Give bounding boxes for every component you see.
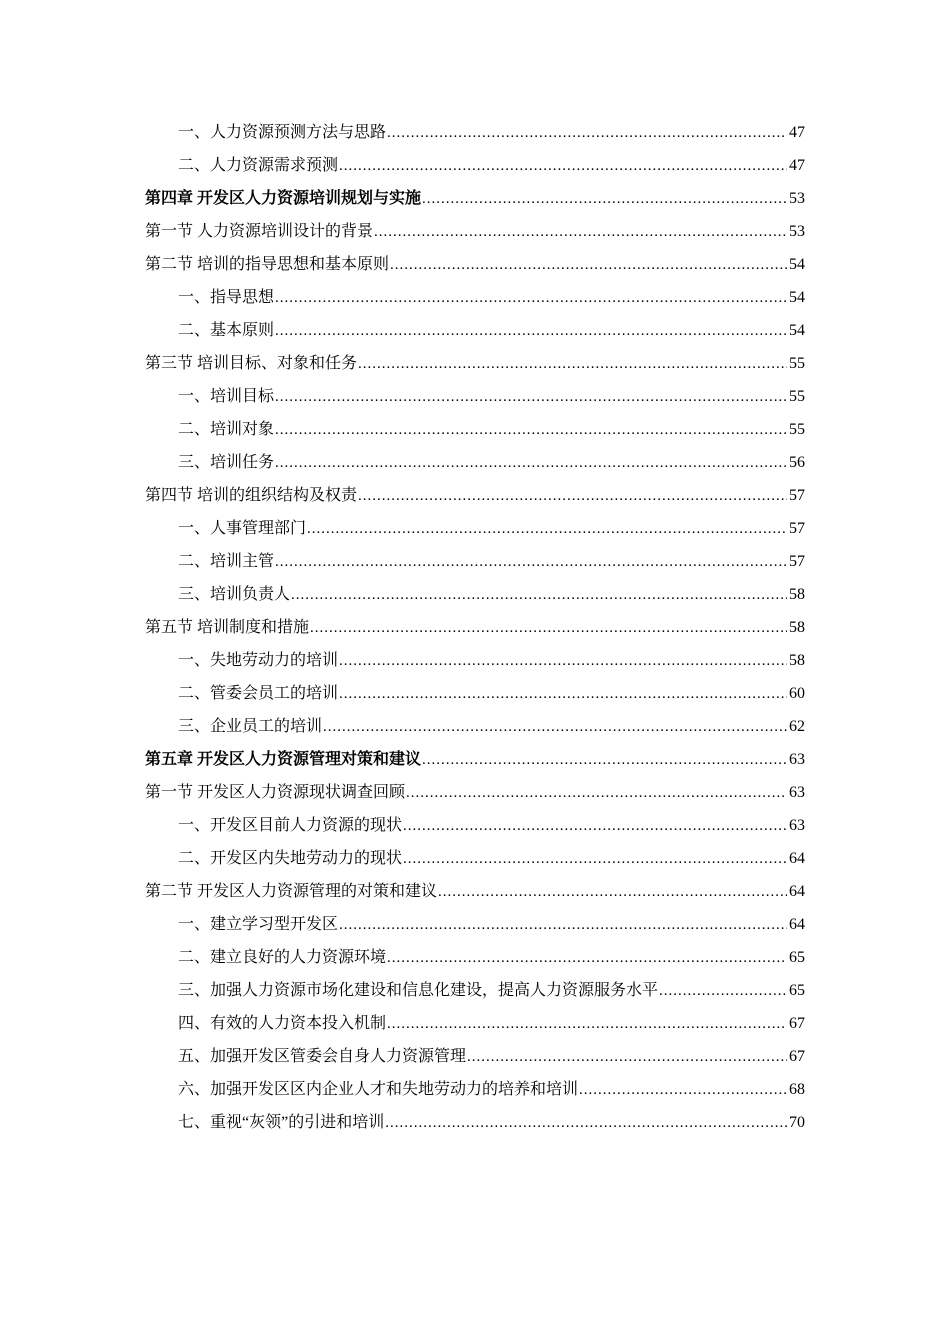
toc-entry[interactable] bbox=[145, 545, 805, 578]
toc-entry-label: 三、培训任务 bbox=[178, 454, 275, 471]
toc-entry[interactable] bbox=[145, 743, 805, 776]
toc-leader-dots bbox=[274, 446, 787, 480]
toc-entry[interactable] bbox=[145, 248, 805, 281]
toc-entry-label: 第三节 培训目标、对象和任务 bbox=[145, 355, 358, 372]
toc-leader-dots bbox=[437, 875, 787, 909]
toc-entry-label: 二、建立良好的人力资源环境 bbox=[178, 949, 387, 966]
toc-leader-dots bbox=[384, 1106, 787, 1140]
toc-entry[interactable] bbox=[145, 710, 805, 743]
toc-entry-label: 第五章 开发区人力资源管理对策和建议 bbox=[145, 751, 422, 768]
toc-entry-page: 54 bbox=[789, 322, 805, 339]
toc-entry-page: 58 bbox=[789, 619, 805, 636]
toc-entry-page: 58 bbox=[789, 586, 805, 603]
toc-entry-label: 一、开发区目前人力资源的现状 bbox=[178, 817, 403, 834]
toc-entry[interactable] bbox=[145, 347, 805, 380]
toc-entry-page: 63 bbox=[789, 817, 805, 834]
toc-entry-label: 一、失地劳动力的培训 bbox=[178, 652, 339, 669]
toc-leader-dots bbox=[274, 281, 787, 315]
toc-entry[interactable] bbox=[145, 1106, 805, 1139]
toc-entry-page: 62 bbox=[789, 718, 805, 735]
toc-entry[interactable] bbox=[145, 776, 805, 809]
toc-entry-page: 65 bbox=[789, 949, 805, 966]
toc-entry-label: 七、重视“灰领”的引进和培训 bbox=[178, 1114, 385, 1131]
toc-entry[interactable] bbox=[145, 446, 805, 479]
toc-entry-label: 第二节 开发区人力资源管理的对策和建议 bbox=[145, 883, 438, 900]
toc-entry-page: 53 bbox=[789, 190, 805, 207]
toc-entry-label: 第一节 人力资源培训设计的背景 bbox=[145, 223, 374, 240]
toc-entry-label: 三、培训负责人 bbox=[178, 586, 291, 603]
toc-entry-page: 55 bbox=[789, 355, 805, 372]
toc-entry[interactable] bbox=[145, 1073, 805, 1106]
toc-leader-dots bbox=[290, 578, 787, 612]
toc-entry-page: 64 bbox=[789, 916, 805, 933]
toc-leader-dots bbox=[357, 479, 787, 513]
toc-leader-dots bbox=[421, 182, 787, 216]
toc-entry-label: 第五节 培训制度和措施 bbox=[145, 619, 310, 636]
toc-leader-dots bbox=[402, 809, 787, 843]
toc-entry-page: 64 bbox=[789, 883, 805, 900]
toc-entry-label: 二、开发区内失地劳动力的现状 bbox=[178, 850, 403, 867]
toc-entry-label: 第四节 培训的组织结构及权责 bbox=[145, 487, 358, 504]
toc-entry-label: 二、基本原则 bbox=[178, 322, 275, 339]
toc-leader-dots bbox=[357, 347, 787, 381]
toc-entry[interactable] bbox=[145, 1007, 805, 1040]
toc-entry[interactable] bbox=[145, 809, 805, 842]
toc-entry-page: 60 bbox=[789, 685, 805, 702]
toc-leader-dots bbox=[578, 1073, 787, 1107]
toc-entry-label: 二、培训对象 bbox=[178, 421, 275, 438]
toc-leader-dots bbox=[386, 1007, 787, 1041]
toc-entry[interactable] bbox=[145, 479, 805, 512]
toc-entry-label: 一、培训目标 bbox=[178, 388, 275, 405]
toc-entry-page: 47 bbox=[789, 124, 805, 141]
toc-entry-label: 一、建立学习型开发区 bbox=[178, 916, 339, 933]
toc-entry-page: 55 bbox=[789, 388, 805, 405]
toc-entry[interactable] bbox=[145, 116, 805, 149]
toc-entry[interactable] bbox=[145, 842, 805, 875]
toc-entry-label: 三、加强人力资源市场化建设和信息化建设，提高人力资源服务水平 bbox=[178, 982, 659, 999]
toc-entry-page: 57 bbox=[789, 553, 805, 570]
toc-entry-label: 一、人事管理部门 bbox=[178, 520, 307, 537]
toc-entry-page: 53 bbox=[789, 223, 805, 240]
toc-entry[interactable] bbox=[145, 182, 805, 215]
toc-entry[interactable] bbox=[145, 380, 805, 413]
toc-leader-dots bbox=[274, 413, 787, 447]
toc-leader-dots bbox=[386, 941, 787, 975]
toc-entry[interactable] bbox=[145, 215, 805, 248]
toc-entry[interactable] bbox=[145, 314, 805, 347]
toc-leader-dots bbox=[421, 743, 787, 777]
toc-leader-dots bbox=[466, 1040, 787, 1074]
toc-entry-label: 二、培训主管 bbox=[178, 553, 275, 570]
toc-entry[interactable] bbox=[145, 413, 805, 446]
toc-leader-dots bbox=[386, 116, 787, 150]
toc-leader-dots bbox=[405, 776, 787, 810]
toc-entry-label: 六、加强开发区区内企业人才和失地劳动力的培养和培训 bbox=[178, 1081, 579, 1098]
toc-leader-dots bbox=[402, 842, 787, 876]
toc-entry[interactable] bbox=[145, 644, 805, 677]
toc-leader-dots bbox=[274, 314, 787, 348]
toc-leader-dots bbox=[338, 908, 787, 942]
toc-entry-page: 55 bbox=[789, 421, 805, 438]
toc-entry-label: 二、人力资源需求预测 bbox=[178, 157, 339, 174]
toc-entry[interactable] bbox=[145, 677, 805, 710]
toc-entry[interactable] bbox=[145, 941, 805, 974]
toc-entry-label: 第二节 培训的指导思想和基本原则 bbox=[145, 256, 390, 273]
toc-entry-page: 67 bbox=[789, 1015, 805, 1032]
toc-entry[interactable] bbox=[145, 512, 805, 545]
toc-entry-label: 五、加强开发区管委会自身人力资源管理 bbox=[178, 1048, 467, 1065]
toc-leader-dots bbox=[658, 974, 787, 1008]
toc-entry[interactable] bbox=[145, 578, 805, 611]
toc-entry[interactable] bbox=[145, 908, 805, 941]
toc-leader-dots bbox=[274, 380, 787, 414]
toc-entry-page: 58 bbox=[789, 652, 805, 669]
toc-entry-label: 第一节 开发区人力资源现状调查回顾 bbox=[145, 784, 406, 801]
toc-entry[interactable] bbox=[145, 281, 805, 314]
toc-entry-page: 63 bbox=[789, 784, 805, 801]
toc-entry-page: 57 bbox=[789, 487, 805, 504]
toc-leader-dots bbox=[322, 710, 787, 744]
toc-leader-dots bbox=[338, 149, 787, 183]
toc-leader-dots bbox=[373, 215, 787, 249]
toc-entry-page: 54 bbox=[789, 289, 805, 306]
toc-leader-dots bbox=[309, 611, 787, 645]
toc-entry-page: 63 bbox=[789, 751, 805, 768]
toc-entry-page: 64 bbox=[789, 850, 805, 867]
toc-entry[interactable] bbox=[145, 611, 805, 644]
toc-leader-dots bbox=[306, 512, 787, 546]
toc-entry-label: 二、管委会员工的培训 bbox=[178, 685, 339, 702]
toc-entry-page: 70 bbox=[789, 1114, 805, 1131]
toc-entry-label: 一、指导思想 bbox=[178, 289, 275, 306]
toc-entry-page: 68 bbox=[789, 1081, 805, 1098]
toc-leader-dots bbox=[338, 677, 787, 711]
toc-entry-label: 第四章 开发区人力资源培训规划与实施 bbox=[145, 190, 422, 207]
toc-entry-label: 四、有效的人力资本投入机制 bbox=[178, 1015, 387, 1032]
toc-leader-dots bbox=[338, 644, 787, 678]
toc-entry-label: 三、企业员工的培训 bbox=[178, 718, 323, 735]
toc-entry[interactable] bbox=[145, 875, 805, 908]
toc-entry-page: 54 bbox=[789, 256, 805, 273]
toc-entry-page: 47 bbox=[789, 157, 805, 174]
toc-leader-dots bbox=[389, 248, 787, 282]
toc-entry-page: 67 bbox=[789, 1048, 805, 1065]
toc-entry[interactable] bbox=[145, 149, 805, 182]
toc-entry-label: 一、人力资源预测方法与思路 bbox=[178, 124, 387, 141]
toc-leader-dots bbox=[274, 545, 787, 579]
table-of-contents bbox=[145, 116, 805, 1139]
toc-entry[interactable] bbox=[145, 974, 805, 1007]
toc-entry-page: 56 bbox=[789, 454, 805, 471]
toc-entry-page: 65 bbox=[789, 982, 805, 999]
toc-entry[interactable] bbox=[145, 1040, 805, 1073]
toc-entry-page: 57 bbox=[789, 520, 805, 537]
